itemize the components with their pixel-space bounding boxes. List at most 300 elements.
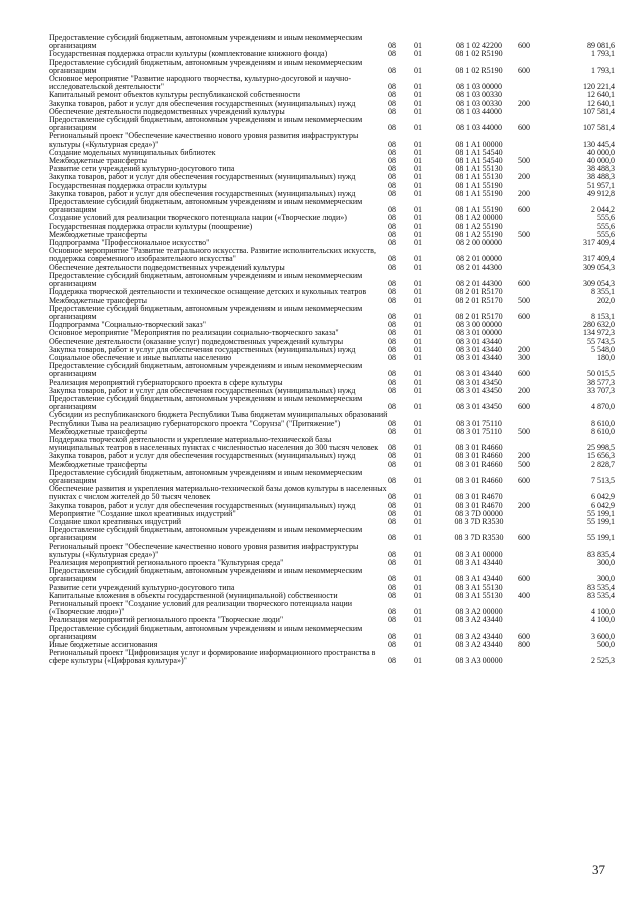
row-target-code: 08 1 02 R5190 (455, 65, 503, 75)
row-amount: 4 100,0 (591, 616, 615, 625)
row-target-code: 08 1 02 R5190 (455, 50, 503, 59)
row-subsection: 01 (414, 99, 422, 108)
row-subsection: 01 (414, 288, 422, 297)
row-target-code: 08 3 A3 00000 (455, 656, 503, 666)
row-target-code: 08 3 01 00000 (456, 329, 502, 338)
row-subsection: 01 (414, 517, 422, 526)
row-subsection: 01 (414, 311, 422, 321)
row-subsection: 01 (414, 369, 422, 379)
row-subsection: 01 (414, 427, 422, 436)
row-amount: 51 957,1 (587, 181, 615, 190)
row-amount: 6 042,9 (591, 501, 615, 510)
row-amount: 50 015,5 (587, 369, 615, 379)
row-section: 08 (388, 230, 396, 239)
row-expense-type (518, 436, 555, 452)
row-target-code: 08 3 01 75110 (456, 427, 502, 436)
row-name: Подпрограмма "Профессиональное искусство" (49, 238, 210, 248)
table-row (49, 649, 615, 665)
row-expense-type: 600 (518, 631, 530, 641)
row-name: Межбюджетные трансферты (49, 156, 147, 166)
row-name: Закупка товаров, работ и услуг для обеспечения государственных (муниципальных) нужд (49, 344, 356, 354)
row-amount: 40 000,0 (587, 148, 615, 157)
row-expense-type (518, 132, 555, 148)
row-subsection: 01 (414, 378, 422, 387)
table-row (49, 34, 615, 50)
row-name: Основное мероприятие "Развитие театрального искусства. Развитие исполнительских искусств, поддержка современного изобразительного искусства" (49, 246, 376, 264)
row-name: Обеспечение деятельности подведомственных учреждений культуры (49, 262, 285, 272)
row-target-code: 08 1 03 44000 (456, 123, 502, 133)
row-section: 08 (388, 337, 396, 346)
row-name: Предоставление субсидий бюджетным, автономным учреждениям и иным некоммерческим организациям (49, 525, 363, 543)
row-target-code: 08 3 A2 43440 (455, 616, 503, 625)
row-subsection: 01 (414, 239, 422, 248)
row-subsection: 01 (414, 460, 422, 469)
row-section: 08 (388, 574, 396, 584)
row-target-code: 08 3 01 R4670 (455, 501, 503, 510)
row-section: 08 (388, 157, 396, 166)
row-amount: 12 640,1 (587, 99, 615, 108)
row-expense-type: 500 (518, 460, 530, 469)
row-amount: 107 581,4 (583, 123, 615, 133)
row-amount: 38 488,3 (587, 173, 615, 182)
row-name: Реализация мероприятий губернаторского проекта в сфере культуры (49, 377, 283, 387)
table-row (49, 600, 615, 616)
row-section: 08 (388, 418, 396, 428)
table-row (49, 247, 615, 263)
row-section: 08 (388, 559, 396, 567)
row-amount: 500,0 (597, 641, 615, 650)
row-expense-type: 600 (518, 205, 530, 215)
row-amount: 33 707,3 (587, 386, 615, 395)
row-section: 08 (388, 517, 396, 526)
row-section: 08 (388, 427, 396, 436)
row-amount: 2 044,2 (591, 205, 615, 215)
row-subsection: 01 (414, 41, 422, 51)
row-name: Развитие сети учреждений культурно-досугового типа (49, 582, 235, 592)
row-amount: 55 199,1 (587, 517, 615, 526)
row-section: 08 (388, 139, 396, 149)
table-row (49, 485, 615, 501)
row-section: 08 (388, 205, 396, 215)
row-target-code: 08 2 01 R5170 (455, 311, 503, 321)
row-expense-type (518, 338, 555, 346)
table-row (49, 75, 615, 91)
row-target-code: 08 2 01 44300 (456, 279, 502, 289)
row-section: 08 (388, 82, 396, 92)
row-target-code: 08 3 01 75110 (456, 418, 502, 428)
row-subsection: 01 (414, 50, 422, 59)
row-target-code: 08 1 A2 55190 (455, 230, 503, 239)
row-amount: 12 640,1 (587, 91, 615, 100)
row-name: Предоставление субсидий бюджетным, автономным учреждениям и иным некоммерческим организациям (49, 566, 363, 584)
row-subsection: 01 (414, 123, 422, 133)
row-target-code: 08 2 01 R5170 (455, 288, 503, 297)
row-section: 08 (388, 279, 396, 289)
row-section: 08 (388, 173, 396, 182)
row-expense-type: 200 (518, 345, 530, 354)
row-amount: 2 828,7 (591, 460, 615, 469)
table-row (49, 132, 615, 148)
row-section: 08 (388, 165, 396, 174)
row-target-code: 08 1 03 00000 (456, 82, 502, 92)
row-expense-type (518, 108, 555, 116)
row-target-code: 08 1 A1 55130 (455, 173, 503, 182)
row-name: Создание школ креативных индустрий (49, 516, 182, 526)
row-subsection: 01 (414, 91, 422, 100)
row-expense-type (518, 239, 555, 247)
row-subsection: 01 (414, 157, 422, 166)
row-amount: 49 912,8 (587, 189, 615, 198)
row-name: Предоставление субсидий бюджетным, автономным учреждениям и иным некоммерческим организациям (49, 623, 363, 641)
row-amount: 555,6 (597, 214, 615, 223)
row-expense-type (518, 518, 555, 526)
row-amount: 3 600,0 (591, 631, 615, 641)
row-expense-type (518, 247, 555, 263)
row-expense-type: 600 (518, 279, 530, 289)
row-target-code: 08 1 A1 55190 (455, 205, 503, 215)
table-row (49, 625, 615, 641)
row-target-code: 08 3 A1 00000 (455, 549, 503, 559)
row-subsection: 01 (414, 591, 422, 600)
row-subsection: 01 (414, 492, 422, 502)
row-name: Предоставление субсидий бюджетным, автономным учреждениям и иным некоммерческим организациям (49, 57, 363, 75)
row-section: 08 (388, 123, 396, 133)
row-name: Закупка товаров, работ и услуг для обеспечения государственных (муниципальных) нужд (49, 188, 356, 198)
row-section: 08 (388, 656, 396, 666)
row-amount: 8 610,0 (591, 418, 615, 428)
row-target-code: 08 3 01 R4660 (455, 460, 503, 469)
row-name: Обеспечение деятельности (оказание услуг) подведомственных учреждений культуры (49, 336, 344, 346)
row-subsection: 01 (414, 279, 422, 289)
row-subsection: 01 (414, 230, 422, 239)
row-expense-type (518, 321, 555, 329)
row-target-code: 08 3 A2 43440 (455, 641, 503, 650)
row-expense-type: 400 (518, 591, 530, 600)
row-amount: 280 632,0 (583, 321, 615, 330)
row-expense-type (518, 510, 555, 518)
budget-table-body (49, 34, 615, 666)
row-amount: 120 221,4 (583, 82, 615, 92)
row-subsection: 01 (414, 214, 422, 223)
row-amount: 38 577,3 (587, 378, 615, 387)
row-subsection: 01 (414, 263, 422, 272)
row-name: Предоставление субсидий бюджетным, автономным учреждениям и иным некоммерческим организациям (49, 393, 363, 412)
row-subsection: 01 (414, 222, 422, 231)
row-subsection: 01 (414, 173, 422, 182)
row-expense-type (518, 485, 555, 501)
row-section: 08 (388, 533, 396, 543)
row-expense-type: 800 (518, 641, 530, 650)
row-expense-type (518, 411, 555, 427)
row-section: 08 (388, 591, 396, 600)
row-name: Государственная поддержка отрасли культуры (комплектование книжного фонда) (49, 49, 328, 59)
row-name: Создание условий для реализации творческого потенциала нации («Творческие люди») (49, 213, 347, 223)
row-target-code: 08 2 01 R5170 (455, 296, 503, 305)
row-name: Закупка товаров, работ и услуг для обеспечения государственных (муниципальных) нужд (49, 98, 356, 108)
row-name: Предоставление субсидий бюджетным, автономным учреждениям и иным некоммерческим организациям (49, 197, 363, 215)
row-amount: 309 054,3 (583, 263, 615, 272)
row-expense-type (518, 649, 555, 665)
row-subsection: 01 (414, 559, 422, 567)
row-expense-type: 600 (518, 475, 530, 485)
row-expense-type: 500 (518, 296, 530, 305)
row-name: Закупка товаров, работ и услуг для обеспечения государственных (муниципальных) нужд (49, 385, 356, 395)
row-subsection: 01 (414, 254, 422, 264)
row-expense-type (518, 379, 555, 387)
row-target-code: 08 3 01 43440 (456, 337, 502, 346)
table-row (49, 411, 615, 427)
row-subsection: 01 (414, 641, 422, 650)
row-expense-type (518, 329, 555, 337)
row-subsection: 01 (414, 656, 422, 666)
row-expense-type: 600 (518, 123, 530, 133)
row-name: Субсидии из республиканского бюджета Республики Тыва бюджетам муниципальных образований Республики Тыва на реализацию губернаторского проекта "Сорунза" ("Притяжение") (49, 410, 388, 428)
row-amount: 5 548,0 (591, 345, 615, 354)
row-amount: 4 870,0 (591, 402, 615, 412)
row-target-code: 08 1 A1 54540 (455, 157, 503, 166)
row-target-code: 08 3 01 43450 (456, 402, 502, 412)
row-name: Государственная поддержка отрасли культуры (поощрение) (49, 221, 253, 231)
table-row (49, 362, 615, 378)
row-expense-type: 200 (518, 452, 530, 461)
row-name: Предоставление субсидий бюджетным, автономным учреждениям и иным некоммерческим организациям (49, 270, 363, 289)
row-name: Подпрограмма "Социально-творческий заказ" (49, 320, 206, 330)
row-subsection: 01 (414, 337, 422, 346)
row-subsection: 01 (414, 549, 422, 559)
row-expense-type (518, 91, 555, 99)
row-name: Реализация мероприятий регионального проекта "Культурная среда" (49, 558, 284, 567)
row-subsection: 01 (414, 509, 422, 518)
row-target-code: 08 1 A2 55190 (455, 222, 503, 231)
row-section: 08 (388, 353, 396, 362)
row-amount: 89 081,6 (587, 41, 615, 51)
row-subsection: 01 (414, 533, 422, 543)
row-amount: 300,0 (597, 559, 615, 567)
row-amount: 7 513,5 (591, 475, 615, 485)
row-name: Мероприятие "Создание школ креативных индустрий" (49, 508, 236, 518)
row-target-code: 08 1 03 00330 (456, 91, 502, 100)
row-name: Межбюджетные трансферты (49, 295, 147, 305)
row-name: Капитальные вложения в объекты государственной (муниципальной) собственности (49, 590, 338, 600)
row-name: Региональный проект "Создание условий для реализации творческого потенциала нации («Творческие люди»)" (49, 599, 353, 617)
row-name: Основное мероприятие "Развитие народного творчества, культурно-досуговой и научно-исследовательской деятельности" (49, 74, 351, 92)
row-name: Межбюджетные трансферты (49, 426, 147, 436)
row-amount: 300,0 (597, 574, 615, 584)
row-expense-type: 600 (518, 65, 530, 75)
row-subsection: 01 (414, 402, 422, 412)
table-row (49, 305, 615, 321)
row-section: 08 (388, 492, 396, 502)
row-expense-type (518, 616, 555, 624)
row-name: Развитие сети учреждений культурно-досугового типа (49, 164, 235, 174)
row-section: 08 (388, 148, 396, 157)
row-name: Предоставление субсидий бюджетным, автономным учреждениям и иным некоммерческим организациям (49, 303, 363, 321)
row-subsection: 01 (414, 107, 422, 116)
row-subsection: 01 (414, 616, 422, 625)
row-target-code: 08 3 01 R4660 (455, 475, 503, 485)
row-section: 08 (388, 91, 396, 100)
row-target-code: 08 3 01 43440 (456, 369, 502, 379)
row-target-code: 08 3 01 R4670 (455, 492, 503, 502)
row-expense-type: 600 (518, 533, 530, 543)
row-amount: 40 000,0 (587, 157, 615, 166)
row-target-code: 08 3 A1 55130 (455, 591, 503, 600)
row-section: 08 (388, 50, 396, 59)
row-section: 08 (388, 616, 396, 625)
row-expense-type: 300 (518, 353, 530, 362)
table-row (49, 272, 615, 288)
row-expense-type (518, 75, 555, 91)
row-target-code: 08 1 A1 55190 (455, 189, 503, 198)
row-expense-type (518, 214, 555, 222)
row-subsection: 01 (414, 501, 422, 510)
row-amount: 130 445,4 (583, 139, 615, 149)
row-target-code: 08 3 01 43440 (456, 353, 502, 362)
table-row (49, 567, 615, 583)
row-expense-type (518, 149, 555, 157)
row-target-code: 08 1 02 42200 (456, 41, 502, 51)
table-row (49, 198, 615, 214)
row-subsection: 01 (414, 583, 422, 592)
row-name: Региональный проект "Обеспечение качественно нового уровня развития инфраструктуры культуры («Культурная среда»)" (49, 541, 359, 559)
row-amount: 555,6 (597, 222, 615, 231)
row-expense-type (518, 50, 555, 58)
row-target-code: 08 1 A2 00000 (455, 214, 503, 223)
row-target-code: 08 3 7D 00000 (455, 509, 503, 518)
row-name: Закупка товаров, работ и услуг для обеспечения государственных (муниципальных) нужд (49, 500, 356, 510)
row-amount: 107 581,4 (583, 107, 615, 116)
row-subsection: 01 (414, 353, 422, 362)
row-section: 08 (388, 296, 396, 305)
row-subsection: 01 (414, 82, 422, 92)
row-expense-type (518, 288, 555, 296)
row-subsection: 01 (414, 165, 422, 174)
row-section: 08 (388, 263, 396, 272)
row-amount: 309 054,3 (583, 279, 615, 289)
row-name: Межбюджетные трансферты (49, 459, 147, 469)
row-expense-type: 600 (518, 574, 530, 584)
row-name: Капитальный ремонт объектов культуры республиканской собственности (49, 90, 301, 100)
row-name: Закупка товаров, работ и услуг для обеспечения государственных (муниципальных) нужд (49, 172, 356, 182)
row-subsection: 01 (414, 443, 422, 453)
row-amount: 317 409,4 (583, 254, 615, 264)
row-target-code: 08 1 A1 54540 (455, 148, 503, 157)
row-expense-type (518, 543, 555, 559)
table-row (49, 543, 615, 559)
row-section: 08 (388, 321, 396, 330)
row-target-code: 08 3 A2 00000 (455, 607, 503, 617)
row-amount: 15 656,3 (587, 452, 615, 461)
row-expense-type: 200 (518, 173, 530, 182)
row-name: Закупка товаров, работ и услуг для обеспечения государственных (муниципальных) нужд (49, 451, 356, 461)
table-row (49, 469, 615, 485)
row-subsection: 01 (414, 631, 422, 641)
row-section: 08 (388, 402, 396, 412)
row-section: 08 (388, 475, 396, 485)
row-target-code: 08 3 A1 43440 (455, 574, 503, 584)
row-expense-type: 200 (518, 501, 530, 510)
row-amount: 134 972,3 (583, 329, 615, 338)
row-amount: 83 835,4 (587, 549, 615, 559)
row-section: 08 (388, 311, 396, 321)
row-expense-type: 600 (518, 402, 530, 412)
row-subsection: 01 (414, 475, 422, 485)
row-expense-type: 200 (518, 386, 530, 395)
row-name: Предоставление субсидий бюджетным, автономным учреждениям и иным некоммерческим организациям (49, 33, 363, 51)
row-target-code: 08 2 01 00000 (456, 254, 502, 264)
row-section: 08 (388, 214, 396, 223)
row-subsection: 01 (414, 205, 422, 215)
row-section: 08 (388, 460, 396, 469)
row-expense-type (518, 584, 555, 592)
row-section: 08 (388, 452, 396, 461)
budget-table (49, 34, 615, 666)
row-section: 08 (388, 107, 396, 116)
table-row (49, 436, 615, 452)
row-name: Обеспечение деятельности подведомственных учреждений культуры (49, 106, 285, 116)
row-amount: 2 525,3 (591, 656, 615, 666)
row-expense-type: 200 (518, 99, 530, 108)
row-section: 08 (388, 631, 396, 641)
row-name: Поддержка творческой деятельности и техническое оснащение детских и кукольных театров (49, 287, 367, 297)
row-amount: 83 535,4 (587, 591, 615, 600)
row-amount: 4 100,0 (591, 607, 615, 617)
row-section: 08 (388, 378, 396, 387)
row-section: 08 (388, 65, 396, 75)
row-amount: 317 409,4 (583, 239, 615, 248)
row-target-code: 08 1 03 00330 (456, 99, 502, 108)
table-row (49, 116, 615, 132)
row-section: 08 (388, 288, 396, 297)
row-section: 08 (388, 549, 396, 559)
row-target-code: 08 1 A1 55190 (455, 181, 503, 190)
row-amount: 8 610,0 (591, 427, 615, 436)
row-expense-type: 500 (518, 230, 530, 239)
row-target-code: 08 3 01 R4660 (455, 443, 503, 453)
row-subsection: 01 (414, 181, 422, 190)
table-row (49, 59, 615, 75)
row-target-code: 08 3 01 R4660 (455, 452, 503, 461)
row-section: 08 (388, 607, 396, 617)
row-target-code: 08 1 03 44000 (456, 107, 502, 116)
row-target-code: 08 3 7D R3530 (454, 533, 504, 543)
row-subsection: 01 (414, 607, 422, 617)
row-subsection: 01 (414, 65, 422, 75)
row-section: 08 (388, 509, 396, 518)
table-row (49, 395, 615, 411)
row-expense-type (518, 182, 555, 190)
row-name: Предоставление субсидий бюджетным, автономным учреждениям и иным некоммерческим организациям (49, 361, 363, 379)
row-target-code: 08 2 01 44300 (456, 263, 502, 272)
row-expense-type (518, 223, 555, 231)
row-amount: 8 153,1 (591, 311, 615, 321)
row-target-code: 08 3 01 43450 (456, 378, 502, 387)
row-section: 08 (388, 583, 396, 592)
row-section: 08 (388, 254, 396, 264)
row-amount: 1 793,1 (591, 65, 615, 75)
row-expense-type: 600 (518, 41, 530, 51)
row-section: 08 (388, 181, 396, 190)
row-name: Предоставление субсидий бюджетным, автономным учреждениям и иным некоммерческим организациям (49, 467, 363, 485)
row-amount: 180,0 (597, 353, 615, 362)
row-name: Поддержка творческой деятельности и укрепление материально-технической базы муниципальных театров в населенных пунктах с численностью населения до 300 тысяч человек (49, 434, 379, 453)
row-target-code: 08 3 A1 55130 (455, 583, 503, 592)
row-target-code: 08 3 A1 43440 (455, 559, 503, 567)
row-expense-type: 200 (518, 189, 530, 198)
row-expense-type (518, 165, 555, 173)
row-target-code: 08 2 00 00000 (456, 239, 502, 248)
row-subsection: 01 (414, 296, 422, 305)
